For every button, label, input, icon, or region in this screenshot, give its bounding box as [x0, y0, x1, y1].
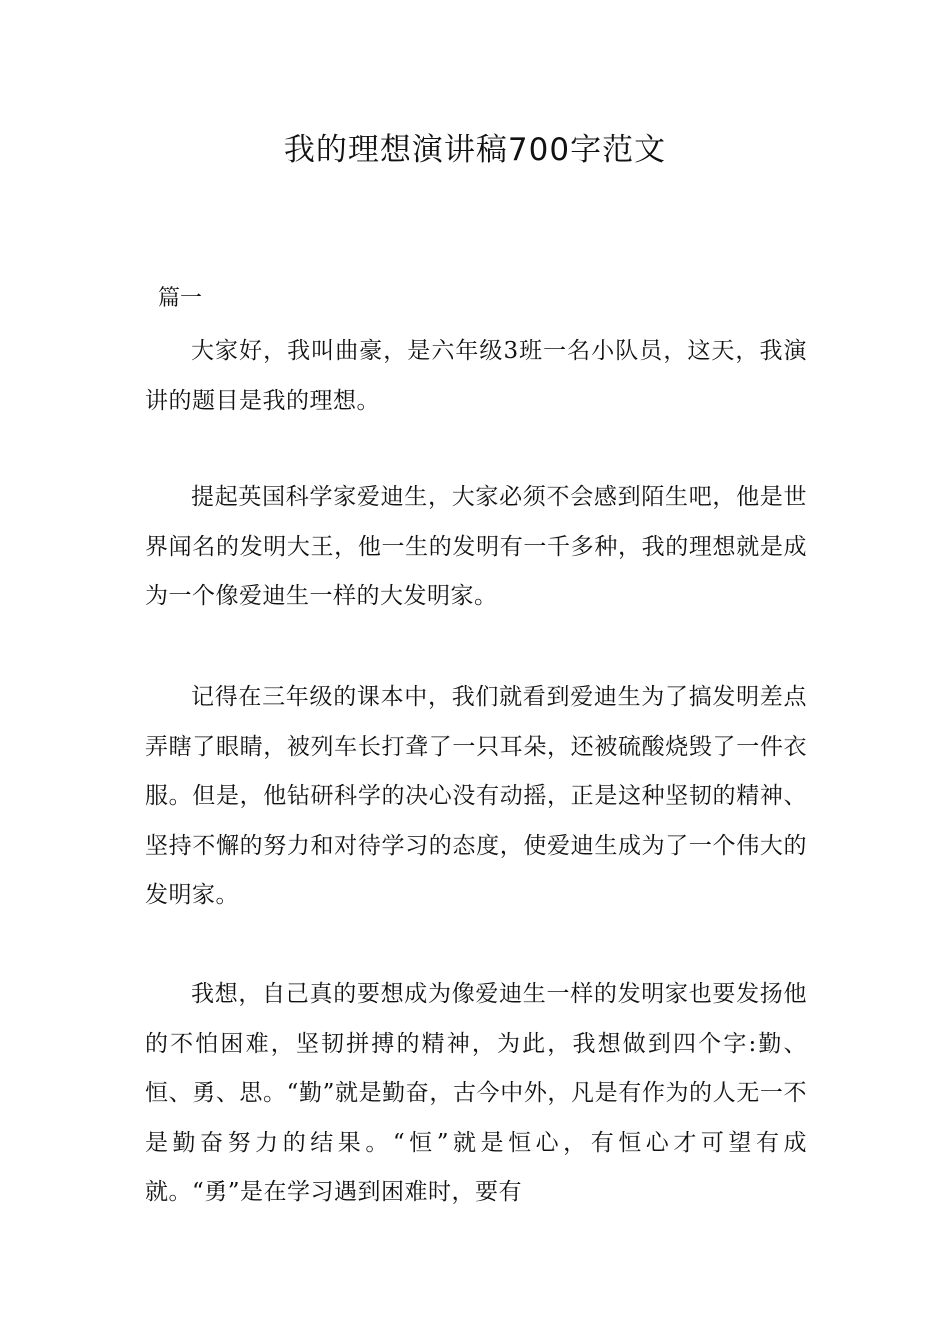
paragraph-3: 记得在三年级的课本中，我们就看到爱迪生为了搞发明差点弄瞎了眼睛，被列车长打聋了一只耳朵，还被硫酸烧毁了一件衣服。但是，他钻研科学的决心没有动摇，正是这种坚韧的精神、坚持不懈的努力和对待学习的态度，使爱迪生成为了一个伟大的发明家。 [145, 684, 807, 908]
paragraph-4: 我想，自己真的要想成为像爱迪生一样的发明家也要发扬他的不怕困难，坚韧拼搏的精神，为此，我想做到四个字:勤、恒、勇、思。“勤”就是勤奋，古今中外，凡是有作为的人无一不是勤奋努力的结果。“恒”就是恒心，有恒心才可望有成就。“勇”是在学习遇到困难时，要有 [145, 981, 807, 1205]
document-title: 我的理想演讲稿700字范文 [283, 132, 667, 168]
paragraph-1: 大家好，我叫曲豪，是六年级3班一名小队员，这天，我演讲的题目是我的理想。 [145, 338, 807, 414]
section-label: 篇一 [158, 286, 203, 311]
paragraph-2: 提起英国科学家爱迪生，大家必须不会感到陌生吧，他是世界闻名的发明大王，他一生的发明有一千多种，我的理想就是成为一个像爱迪生一样的大发明家。 [145, 484, 807, 609]
